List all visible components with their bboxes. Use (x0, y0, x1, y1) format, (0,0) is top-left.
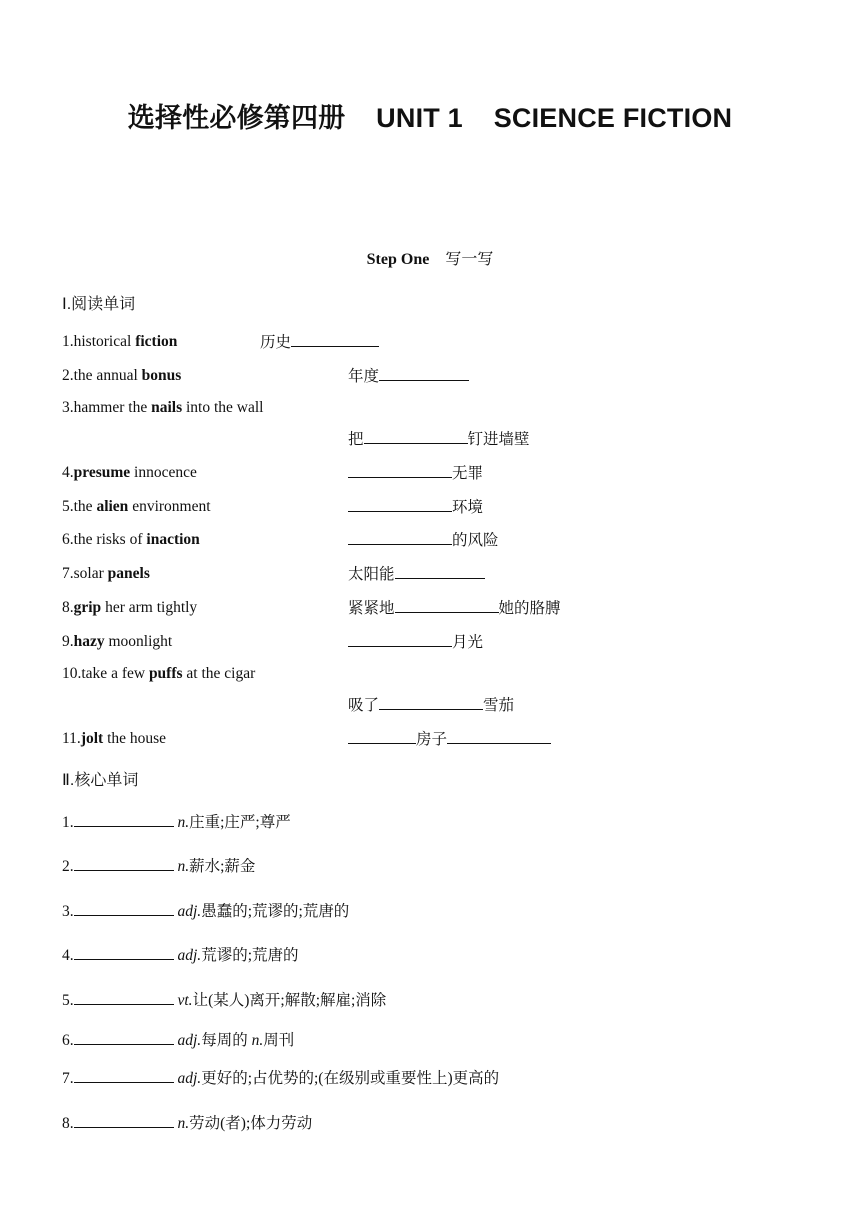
answer-blank[interactable] (74, 1030, 174, 1045)
reading-item-5: 5.the alien environment (62, 498, 211, 515)
reading-item-6-answer: 的风险 (348, 530, 499, 551)
reading-item-4-answer: 无罪 (348, 463, 483, 484)
page-title: 选择性必修第四册 UNIT 1 SCIENCE FICTION (127, 103, 733, 133)
answer-blank[interactable] (348, 463, 452, 478)
answer-blank[interactable] (74, 990, 174, 1005)
core-item-3: 3. adj.愚蠢的;荒谬的;荒唐的 (62, 903, 350, 920)
answer-blank[interactable] (348, 497, 452, 512)
core-item-6: 6. adj.每周的 n.周刊 (62, 1032, 295, 1049)
answer-blank[interactable] (447, 729, 551, 744)
reading-item-9: 9.hazy moonlight (62, 633, 173, 650)
core-item-5: 5. vt.让(某人)离开;解散;解雇;消除 (62, 992, 387, 1009)
reading-item-6: 6.the risks of inaction (62, 531, 200, 548)
answer-blank[interactable] (348, 632, 452, 647)
reading-item-3: 3.hammer the nails into the wall (62, 399, 264, 416)
reading-item-11-answer: 房子 (348, 729, 551, 750)
answer-blank[interactable] (74, 901, 174, 916)
reading-item-5-answer: 环境 (348, 497, 483, 518)
reading-item-11: 11.jolt the house (62, 730, 167, 747)
reading-item-10-answer: 吸了 雪茄 (348, 697, 515, 714)
reading-item-2-answer: 年度 (348, 366, 469, 387)
answer-blank[interactable] (291, 332, 379, 347)
reading-item-8: 8.grip her arm tightly (62, 599, 198, 616)
answer-blank[interactable] (395, 598, 499, 613)
answer-blank[interactable] (364, 429, 468, 444)
core-item-1: 1. n.庄重;庄严;尊严 (62, 814, 291, 831)
core-item-4: 4. adj.荒谬的;荒唐的 (62, 947, 299, 964)
core-item-8: 8. n.劳动(者);体力劳动 (62, 1115, 313, 1132)
step-label: Step One (366, 251, 430, 268)
answer-blank[interactable] (74, 945, 174, 960)
answer-blank[interactable] (395, 564, 485, 579)
reading-item-1: 1.historical fiction (62, 333, 178, 350)
answer-blank[interactable] (379, 366, 469, 381)
core-item-2: 2. n.薪水;薪金 (62, 858, 256, 875)
answer-blank[interactable] (348, 530, 452, 545)
answer-blank[interactable] (74, 812, 174, 827)
answer-blank[interactable] (74, 1113, 174, 1128)
core-item-7: 7. adj.更好的;占优势的;(在级别或重要性上)更高的 (62, 1070, 500, 1087)
answer-blank[interactable] (348, 729, 416, 744)
answer-blank[interactable] (74, 856, 174, 871)
step-subtitle: 写一写 (445, 251, 494, 268)
reading-item-3-answer: 把 钉进墙壁 (348, 431, 530, 448)
reading-item-2: 2.the annual bonus (62, 367, 182, 384)
reading-item-10: 10.take a few puffs at the cigar (62, 665, 256, 682)
answer-blank[interactable] (74, 1068, 174, 1083)
section-heading-reading-words: Ⅰ.阅读单词 (62, 296, 136, 313)
reading-item-9-answer: 月光 (348, 632, 483, 653)
reading-item-7-answer: 太阳能 (348, 564, 485, 585)
reading-item-7: 7.solar panels (62, 565, 150, 582)
section-heading-core-words: Ⅱ.核心单词 (62, 772, 139, 789)
reading-item-4: 4.presume innocence (62, 464, 197, 481)
reading-item-8-answer: 紧紧地 她的胳膊 (348, 600, 561, 617)
step-heading (0, 246, 860, 269)
reading-item-1-answer: 历史 (260, 332, 379, 353)
answer-blank[interactable] (379, 695, 483, 710)
